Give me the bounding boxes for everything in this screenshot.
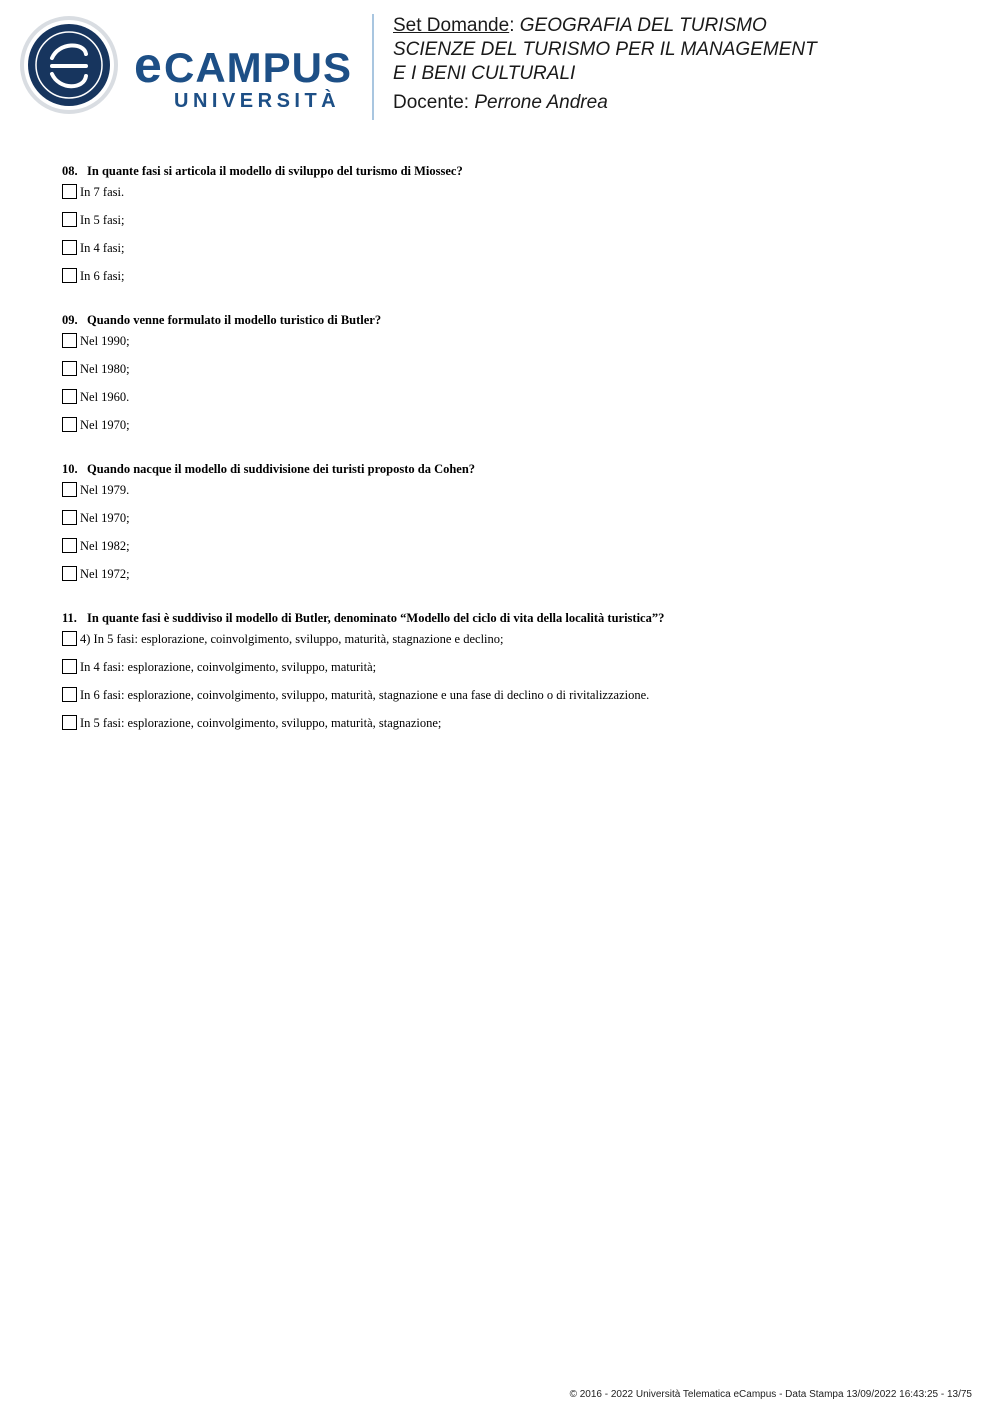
- answer-option: [62, 389, 962, 417]
- answer-option: [62, 566, 962, 594]
- docente-line: [393, 91, 817, 115]
- answer-text: In 4 fasi: esplorazione, coinvolgimento, sviluppo, maturità;: [80, 660, 377, 674]
- question-list: [62, 162, 962, 758]
- answer-text: In 4 fasi;: [80, 241, 125, 255]
- answer-text: In 7 fasi.: [80, 185, 125, 199]
- header-info: [393, 14, 817, 115]
- answer-text: In 5 fasi: esplorazione, coinvolgimento, sviluppo, maturità, stagnazione;: [80, 716, 442, 730]
- answer-checkbox[interactable]: [62, 687, 77, 702]
- answer-text: Nel 1970;: [80, 418, 130, 432]
- answer-option: [62, 417, 962, 445]
- brand-campus: CAMPUS: [164, 44, 353, 91]
- answer-option: [62, 240, 962, 268]
- answer-checkbox[interactable]: [62, 538, 77, 553]
- answer-option: [62, 659, 962, 687]
- answer-checkbox[interactable]: [62, 333, 77, 348]
- answer-text: In 5 fasi;: [80, 213, 125, 227]
- answer-option: [62, 715, 962, 743]
- course-title-line3: E I BENI CULTURALI: [393, 63, 576, 84]
- question-text: In quante fasi si articola il modello di sviluppo del turismo di Miossec?: [87, 164, 463, 178]
- brand-e: e: [134, 37, 162, 93]
- question-08: [62, 162, 962, 296]
- answer-checkbox[interactable]: [62, 659, 77, 674]
- question-title: [62, 162, 962, 180]
- question-number: 08.: [62, 164, 78, 178]
- question-text: In quante fasi è suddiviso il modello di Butler, denominato “Modello del ciclo di vita della località turistica”?: [87, 611, 665, 625]
- ecampus-logo: [14, 14, 364, 116]
- question-title: [62, 311, 962, 329]
- answer-checkbox[interactable]: [62, 184, 77, 199]
- ecampus-seal-icon: [20, 16, 118, 114]
- answer-option: [62, 184, 962, 212]
- answer-checkbox[interactable]: [62, 212, 77, 227]
- page-footer: © 2016 - 2022 Università Telematica eCampus - Data Stampa 13/09/2022 16:43:25 - 13/75: [569, 1389, 972, 1400]
- docente-name: Perrone Andrea: [474, 92, 608, 113]
- answer-text: Nel 1960.: [80, 390, 130, 404]
- course-title-line1: GEOGRAFIA DEL TURISMO: [519, 15, 767, 36]
- answer-option: [62, 482, 962, 510]
- question-10: [62, 460, 962, 594]
- question-number: 09.: [62, 313, 78, 327]
- answer-option: [62, 361, 962, 389]
- header-divider: [372, 14, 374, 120]
- answer-text: Nel 1979.: [80, 483, 130, 497]
- answer-checkbox[interactable]: [62, 631, 77, 646]
- answer-text: Nel 1972;: [80, 567, 130, 581]
- question-number: 11.: [62, 611, 77, 625]
- answer-option: [62, 510, 962, 538]
- answer-text: Nel 1970;: [80, 511, 130, 525]
- set-domande-label: Set Domande: [393, 15, 510, 36]
- answer-checkbox[interactable]: [62, 268, 77, 283]
- answer-option: [62, 333, 962, 361]
- answer-option: [62, 538, 962, 566]
- answer-text: Nel 1982;: [80, 539, 130, 553]
- question-text: Quando venne formulato il modello turistico di Butler?: [87, 313, 382, 327]
- brand-universita: UNIVERSITÀ: [174, 90, 341, 112]
- question-title: [62, 609, 962, 627]
- answer-option: [62, 212, 962, 240]
- answer-checkbox[interactable]: [62, 482, 77, 497]
- answer-text: In 6 fasi: esplorazione, coinvolgimento, sviluppo, maturità, stagnazione e una fase di declino o di rivitalizzazione.: [80, 688, 650, 702]
- course-title-line2: SCIENZE DEL TURISMO PER IL MANAGEMENT: [393, 39, 817, 60]
- answer-text: Nel 1980;: [80, 362, 130, 376]
- answer-text: Nel 1990;: [80, 334, 130, 348]
- docente-label: Docente:: [393, 92, 475, 113]
- answer-checkbox[interactable]: [62, 240, 77, 255]
- question-title: [62, 460, 962, 478]
- course-title-line2-row: [393, 38, 817, 62]
- answer-checkbox[interactable]: [62, 715, 77, 730]
- answer-checkbox[interactable]: [62, 566, 77, 581]
- question-11: [62, 609, 962, 743]
- answer-option: [62, 687, 962, 715]
- course-title-line3-row: [393, 62, 817, 86]
- set-domande-colon: :: [509, 15, 520, 36]
- answer-checkbox[interactable]: [62, 361, 77, 376]
- answer-checkbox[interactable]: [62, 510, 77, 525]
- answer-checkbox[interactable]: [62, 417, 77, 432]
- set-domande-line: [393, 14, 817, 38]
- question-09: [62, 311, 962, 445]
- question-number: 10.: [62, 462, 78, 476]
- answer-text: In 6 fasi;: [80, 269, 125, 283]
- answer-option: [62, 631, 962, 659]
- answer-checkbox[interactable]: [62, 389, 77, 404]
- question-text: Quando nacque il modello di suddivisione dei turisti proposto da Cohen?: [87, 462, 476, 476]
- answer-option: [62, 268, 962, 296]
- answer-text: 4) In 5 fasi: esplorazione, coinvolgimento, sviluppo, maturità, stagnazione e declino;: [80, 632, 504, 646]
